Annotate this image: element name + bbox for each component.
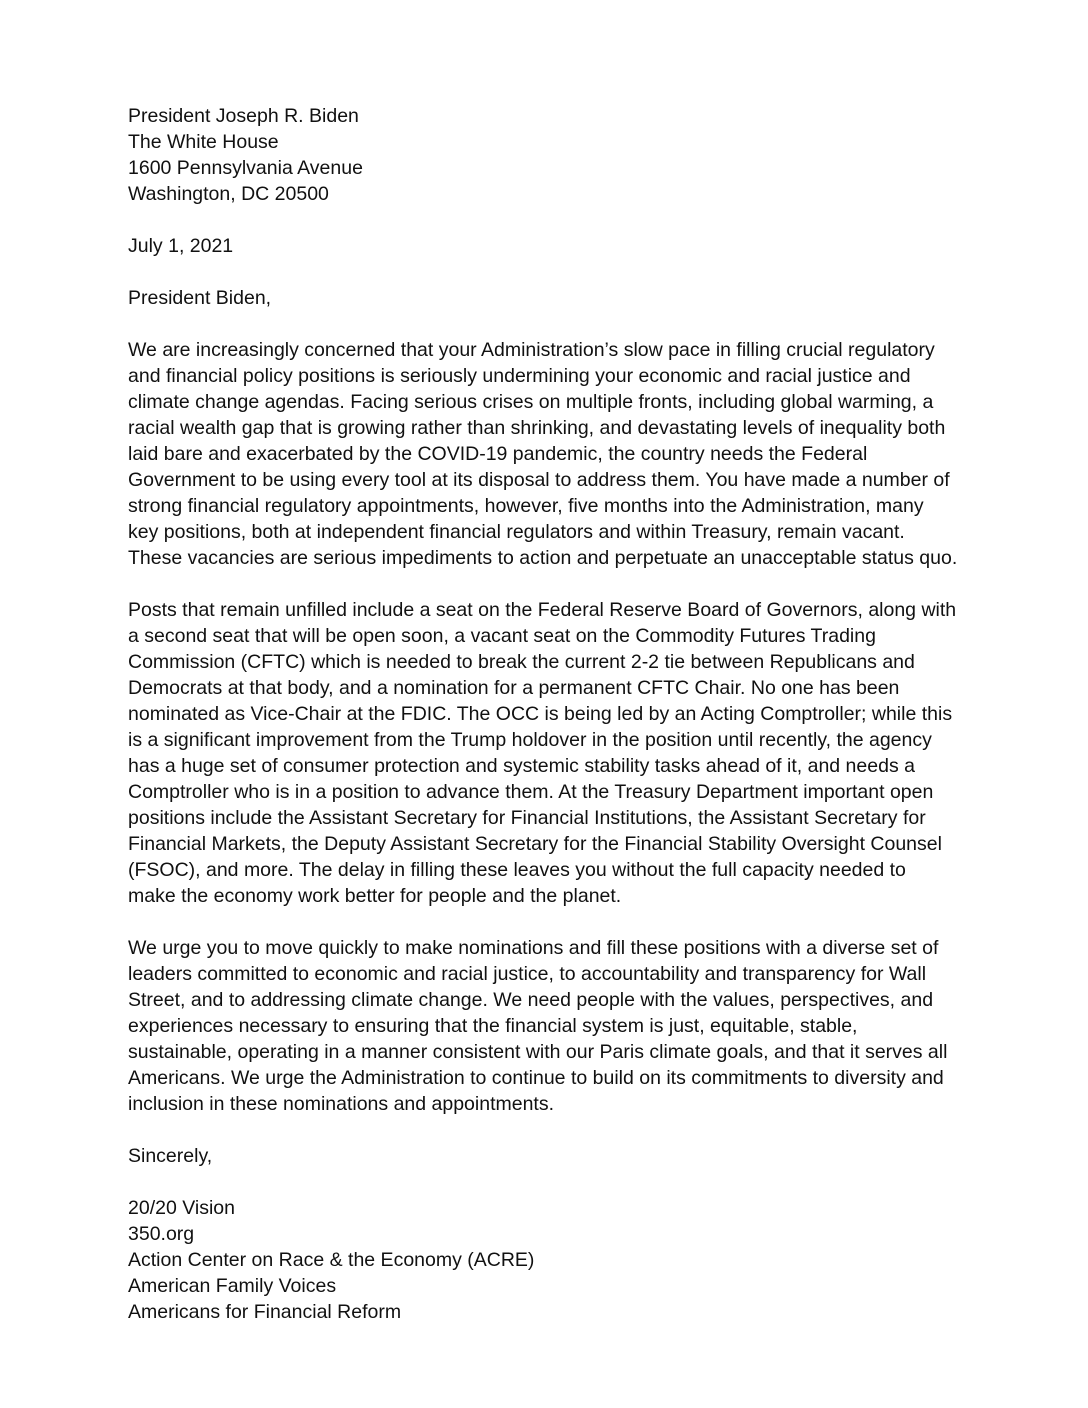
body-paragraph-1 bbox=[128, 337, 968, 571]
paragraph-line: Financial Markets, the Deputy Assistant Secretary for the Financial Stability Oversight Counsel bbox=[128, 833, 942, 855]
signatory-item: 20/20 Vision bbox=[128, 1197, 235, 1219]
signatory-item: Americans for Financial Reform bbox=[128, 1301, 402, 1323]
paragraph-line: key positions, both at independent financial regulators and within Treasury, remain vacant. bbox=[128, 521, 905, 543]
signatory-item: 350.org bbox=[128, 1223, 195, 1245]
paragraph-line: is a significant improvement from the Trump holdover in the position until recently, the agency bbox=[128, 729, 932, 751]
paragraph-line: Americans. We urge the Administration to continue to build on its commitments to diversity and bbox=[128, 1067, 944, 1089]
paragraph-line: experiences necessary to ensuring that the financial system is just, equitable, stable, bbox=[128, 1015, 858, 1037]
paragraph-line: and financial policy positions is seriously undermining your economic and racial justice and bbox=[128, 365, 911, 387]
closing: Sincerely, bbox=[128, 1145, 213, 1167]
letter-date: July 1, 2021 bbox=[128, 235, 234, 257]
paragraph-line: nominated as Vice-Chair at the FDIC. The OCC is being led by an Acting Comptroller; while this bbox=[128, 703, 953, 725]
paragraph-line: a second seat that will be open soon, a vacant seat on the Commodity Futures Trading bbox=[128, 625, 876, 647]
paragraph-line: laid bare and exacerbated by the COVID-19 pandemic, the country needs the Federal bbox=[128, 443, 868, 465]
recipient-line: President Joseph R. Biden bbox=[128, 105, 359, 127]
paragraph-line: sustainable, operating in a manner consistent with our Paris climate goals, and that it serves all bbox=[128, 1041, 948, 1063]
paragraph-line: Democrats at that body, and a nomination for a permanent CFTC Chair. No one has been bbox=[128, 677, 900, 699]
recipient-line: The White House bbox=[128, 131, 279, 153]
paragraph-line: Commission (CFTC) which is needed to break the current 2-2 tie between Republicans and bbox=[128, 651, 915, 673]
letter-page bbox=[128, 103, 968, 1325]
paragraph-line: make the economy work better for people and the planet. bbox=[128, 885, 622, 907]
paragraph-line: strong financial regulatory appointments, however, five months into the Administration, many bbox=[128, 495, 924, 517]
paragraph-line: Street, and to addressing climate change. We need people with the values, perspectives, and bbox=[128, 989, 934, 1011]
paragraph-line: climate change agendas. Facing serious crises on multiple fronts, including global warming, a bbox=[128, 391, 934, 413]
paragraph-line: Comptroller who is in a position to advance them. At the Treasury Department important open bbox=[128, 781, 934, 803]
signatory-item: Action Center on Race & the Economy (ACRE) bbox=[128, 1249, 535, 1271]
salutation: President Biden, bbox=[128, 287, 272, 309]
paragraph-line: We urge you to move quickly to make nominations and fill these positions with a diverse set of bbox=[128, 937, 939, 959]
signatory-item: American Family Voices bbox=[128, 1275, 337, 1297]
paragraph-line: inclusion in these nominations and appointments. bbox=[128, 1093, 555, 1115]
recipient-line: 1600 Pennsylvania Avenue bbox=[128, 157, 363, 179]
paragraph-line: positions include the Assistant Secretary for Financial Institutions, the Assistant Secretary for bbox=[128, 807, 926, 829]
paragraph-line: These vacancies are serious impediments to action and perpetuate an unacceptable status quo. bbox=[128, 547, 958, 569]
paragraph-line: (FSOC), and more. The delay in filling these leaves you without the full capacity needed to bbox=[128, 859, 906, 881]
signatory-list bbox=[128, 1195, 968, 1325]
body-paragraph-3 bbox=[128, 935, 968, 1117]
body-paragraph-2 bbox=[128, 597, 968, 909]
paragraph-line: racial wealth gap that is growing rather than shrinking, and devastating levels of inequality both bbox=[128, 417, 946, 439]
paragraph-line: leaders committed to economic and racial justice, to accountability and transparency for Wall bbox=[128, 963, 927, 985]
paragraph-line: Government to be using every tool at its disposal to address them. You have made a number of bbox=[128, 469, 950, 491]
paragraph-line: We are increasingly concerned that your Administration’s slow pace in filling crucial regulatory bbox=[128, 339, 935, 361]
recipient-address bbox=[128, 103, 968, 207]
recipient-line: Washington, DC 20500 bbox=[128, 183, 329, 205]
paragraph-line: has a huge set of consumer protection and systemic stability tasks ahead of it, and needs a bbox=[128, 755, 915, 777]
paragraph-line: Posts that remain unfilled include a seat on the Federal Reserve Board of Governors, along with bbox=[128, 599, 957, 621]
